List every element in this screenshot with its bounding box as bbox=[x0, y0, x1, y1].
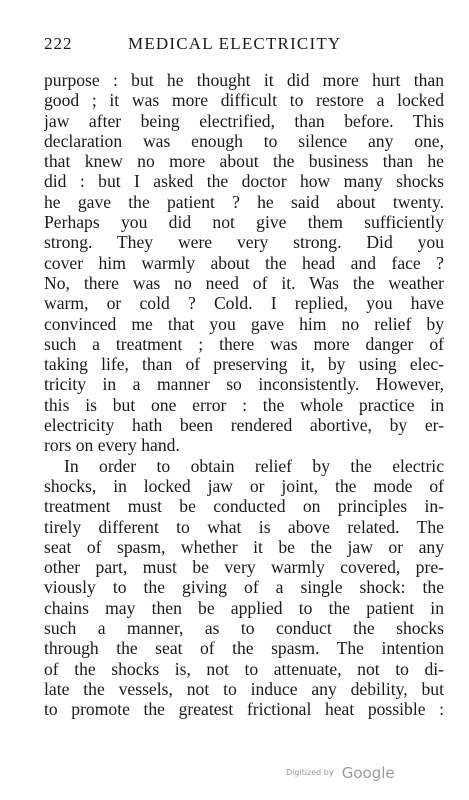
text-line: tirely different to what is above related. The bbox=[44, 516, 444, 537]
text-line: other part, must be very warmly covered, pre- bbox=[44, 557, 444, 578]
text-line: such a treatment ; there was more danger of bbox=[44, 333, 444, 354]
text-line: rors on every hand. bbox=[44, 435, 180, 456]
text-line: of the shocks is, not to attenuate, not to di- bbox=[44, 658, 444, 679]
text-line: chains may then be applied to the patient in bbox=[44, 597, 444, 618]
text-line: declaration was enough to silence any one, bbox=[44, 130, 444, 151]
running-head: MEDICAL ELECTRICITY bbox=[128, 34, 342, 53]
text-line: late the vessels, not to induce any debility, but bbox=[44, 678, 444, 699]
watermark-brand: Google bbox=[341, 763, 395, 782]
text-line: electricity hath been rendered abortive, by er- bbox=[44, 415, 444, 436]
text-line: tricity in a manner so inconsistently. However, bbox=[44, 374, 444, 395]
text-line: shocks, in locked jaw or joint, the mode of bbox=[44, 475, 444, 496]
text-line: this is but one error : the whole practice in bbox=[44, 394, 444, 415]
text-line: Perhaps you did not give them sufficiently bbox=[44, 212, 444, 233]
text-line: to promote the greatest frictional heat possible : bbox=[44, 699, 444, 720]
text-line: convinced me that you gave him no relief by bbox=[44, 313, 444, 334]
text-line: good ; it was more difficult to restore a locked bbox=[44, 90, 444, 111]
text-line: jaw after being electrified, than before. This bbox=[44, 110, 444, 131]
text-line: purpose : but he thought it did more hurt than bbox=[44, 70, 444, 90]
page-number: 222 bbox=[44, 34, 73, 53]
text-line: through the seat of the spasm. The intention bbox=[44, 638, 444, 659]
paragraph-first-line: In order to obtain relief by the electric bbox=[64, 455, 444, 476]
text-line: that knew no more about the business than he bbox=[44, 151, 444, 172]
watermark-prefix: Digitized by bbox=[286, 768, 334, 777]
body-text bbox=[44, 70, 444, 720]
text-line: No, there was no need of it. Was the weather bbox=[44, 272, 444, 293]
text-line: warm, or cold ? Cold. I replied, you have bbox=[44, 293, 444, 314]
text-line: he gave the patient ? he said about twenty. bbox=[44, 191, 444, 212]
digitized-watermark bbox=[286, 762, 395, 782]
text-line: treatment must be conducted on principles in- bbox=[44, 496, 444, 517]
page-header bbox=[44, 34, 434, 56]
text-line: cover him warmly about the head and face ? bbox=[44, 252, 444, 273]
text-line: did : but I asked the doctor how many shocks bbox=[44, 171, 444, 192]
text-line: strong. They were very strong. Did you bbox=[44, 232, 444, 253]
text-line: such a manner, as to conduct the shocks bbox=[44, 618, 444, 639]
text-line: seat of spasm, whether it be the jaw or any bbox=[44, 536, 444, 557]
text-line: taking life, than of preserving it, by using elec- bbox=[44, 354, 444, 375]
text-line: viously to the giving of a single shock: the bbox=[44, 577, 444, 598]
